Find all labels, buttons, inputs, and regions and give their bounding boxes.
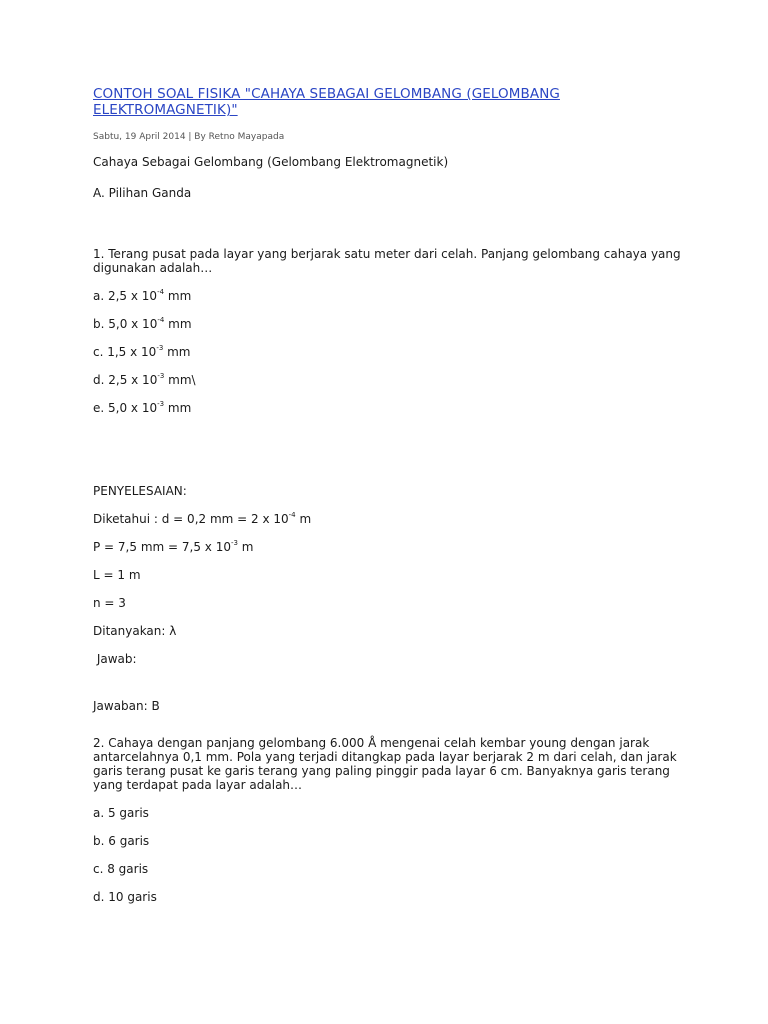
section-label: A. Pilihan Ganda — [93, 186, 192, 200]
solution-answer-label: Jawab: — [93, 652, 137, 666]
content-heading: Cahaya Sebagai Gelombang (Gelombang Elektromagnetik) — [93, 155, 449, 169]
q1-option-a: a. 2,5 x $10^{-4}$ mm — [93, 288, 192, 303]
solution-answer: Jawaban: B — [93, 699, 160, 713]
solution-label: PENYELESAIAN: — [93, 484, 187, 498]
q1-option-b: b. 5,0 x $10^{-4}$ mm — [93, 316, 192, 331]
q1-option-e: e. 5,0 x $10^{-3}$ mm — [93, 400, 192, 415]
q2-option-d: d. 10 garis — [93, 890, 157, 904]
solution-asked: Ditanyakan: λ — [93, 624, 177, 638]
post-title-link[interactable]: CONTOH SOAL FISIKA "CAHAYA SEBAGAI GELOMBANG (GELOMBANG ELEKTROMAGNETIK)" — [93, 86, 560, 118]
post-meta: Sabtu, 19 April 2014 | By Retno Mayapada — [93, 132, 285, 142]
solution-p-value: P = 7,5 mm = 7,5 x $10^{-3}$ m — [93, 539, 254, 554]
q2-option-a: a. 5 garis — [93, 806, 149, 820]
question-1: 1. Terang pusat pada layar yang berjarak satu meter dari celah. Panjang gelombang cahaya yang digunakan adalah… — [93, 247, 685, 275]
q1-option-c: c. 1,5 x $10^{-3}$ mm — [93, 344, 191, 359]
solution-l-value: L = 1 m — [93, 568, 141, 582]
q1-option-d: d. 2,5 x $10^{-3}$ mm\ — [93, 372, 196, 387]
solution-given: Diketahui : d = 0,2 mm = 2 x $10^{-4}$ m — [93, 511, 312, 526]
document-page — [93, 86, 693, 904]
solution-n-value: n = 3 — [93, 596, 126, 610]
q2-option-b: b. 6 garis — [93, 834, 150, 848]
question-2: 2. Cahaya dengan panjang gelombang 6.000 Å mengenai celah kembar young dengan jarak antarcelahnya 0,1 mm. Pola yang terjadi ditangkap pada layar berjarak 2 m dari celah, dan jarak garis terang pusat ke garis terang yang paling pinggir pada layar 6 cm. Banyaknya garis terang yang terdapat pada layar adalah… — [93, 736, 681, 792]
q2-option-c: c. 8 garis — [93, 862, 149, 876]
